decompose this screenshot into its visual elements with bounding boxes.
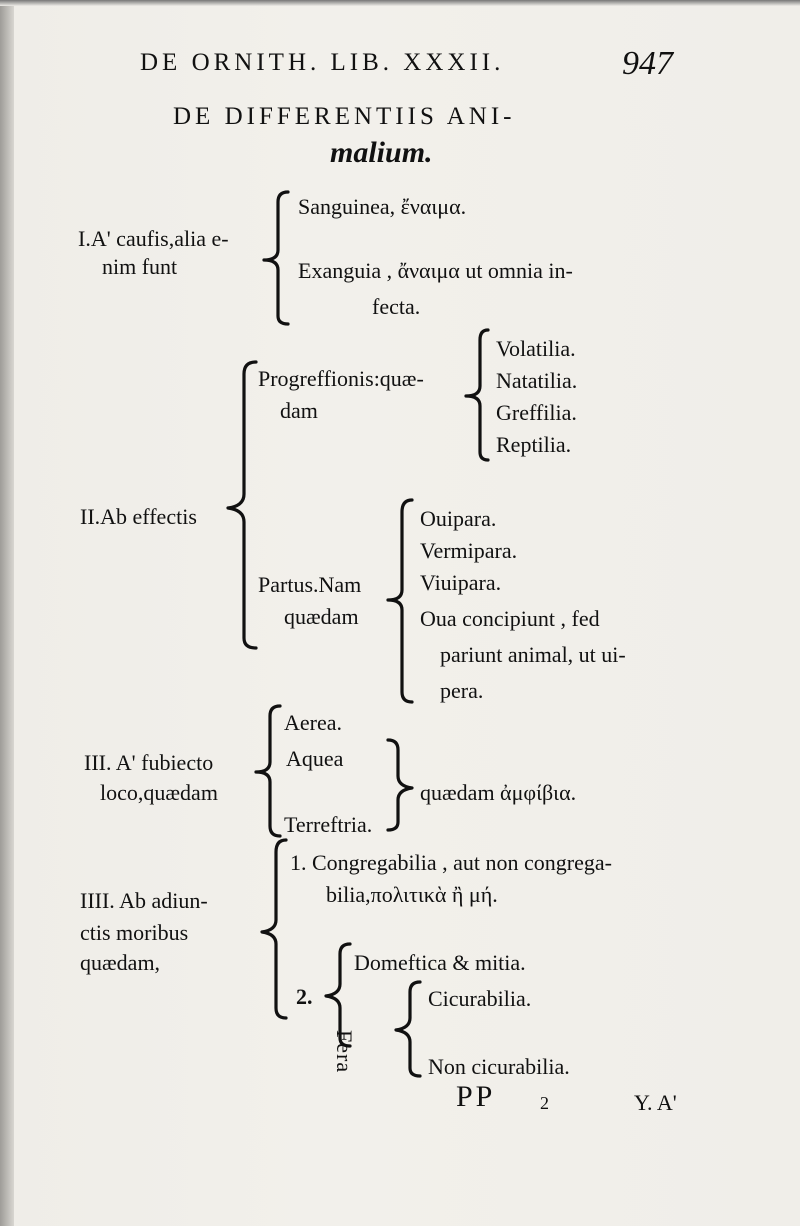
section3-amphibia: quædam ἀμφίβια. (420, 780, 577, 805)
section2-progressio-line1: Progreffionis:quæ- (258, 366, 424, 391)
section1-item1: Sanguinea, ἔναιμα. (298, 194, 467, 219)
partus-item-1: Ouipara. (420, 506, 497, 531)
fera-item-1: Cicurabilia. (428, 986, 532, 1011)
chapter-title-line2: malium. (330, 136, 433, 169)
partus-item-4-line1: Oua concipiunt , fed (420, 606, 600, 631)
page-top-shadow (0, 0, 800, 6)
section3-item-1: Aerea. (284, 710, 343, 735)
partus-item-4-line3: pera. (440, 678, 484, 703)
section4-item1-line2: bilia,πολιτικὰ ἢ μή. (326, 882, 498, 907)
signature-mark: PP (456, 1080, 496, 1113)
section1-brace (258, 188, 294, 330)
section4-item1-line1: 1. Congregabilia , aut non congrega- (290, 850, 612, 875)
section2-partus-line2: quædam (284, 604, 359, 629)
partus-item-3: Viuipara. (420, 570, 502, 595)
signature-number: 2 (540, 1093, 549, 1113)
section3-label-line1: III. A' fubiecto (84, 750, 214, 775)
partus-item-4-line2: pariunt animal, ut ui- (440, 642, 626, 667)
progressio-item-1: Volatilia. (496, 336, 576, 361)
section4-fera-label: Fera (332, 1030, 357, 1074)
partus-item-2: Vermipara. (420, 538, 518, 563)
section4-item2-first: Domeftica & mitia. (354, 950, 526, 975)
section4-brace (258, 836, 292, 1024)
section2-partus-line1: Partus.Nam (258, 572, 362, 597)
chapter-title-line1: DE DIFFERENTIIS ANI- (173, 103, 516, 130)
page-edge-shadow (0, 0, 14, 1226)
section3-brace (252, 702, 286, 842)
section3-item-3: Terreftria. (284, 812, 373, 837)
progressio-item-2: Natatilia. (496, 368, 578, 393)
section2-progressio-brace (462, 326, 492, 466)
section2-brace (220, 356, 262, 656)
fera-item-2: Non cicurabilia. (428, 1054, 570, 1079)
section3-item-2: Aquea (286, 746, 344, 771)
catchword: Y. A' (634, 1090, 677, 1115)
section2-label: II.Ab effectis (80, 504, 197, 529)
section1-label-line2: nim funt (102, 254, 178, 279)
section4-label-line3: quædam, (80, 950, 161, 975)
section1-item2-line2: fecta. (372, 294, 421, 319)
section4-item2-number: 2. (296, 984, 313, 1009)
running-title: DE ORNITH. LIB. XXXII. (140, 49, 505, 76)
section3-label-line2: loco,quædam (100, 780, 218, 805)
page-number: 947 (622, 45, 673, 82)
section2-progressio-line2: dam (280, 398, 318, 423)
section2-partus-brace (382, 496, 418, 710)
progressio-item-3: Greffilia. (496, 400, 577, 425)
progressio-item-4: Reptilia. (496, 432, 572, 457)
section4-label-line1: IIII. Ab adiun- (80, 888, 208, 913)
section4-fera-brace (392, 978, 426, 1082)
section1-item2-line1: Exanguia , ἄναιμα ut omnia in- (298, 258, 573, 283)
section3-closing-brace (384, 736, 418, 836)
section4-label-line2: ctis moribus (80, 920, 189, 945)
section1-label-line1: I.A' caufis,alia e- (78, 226, 229, 251)
